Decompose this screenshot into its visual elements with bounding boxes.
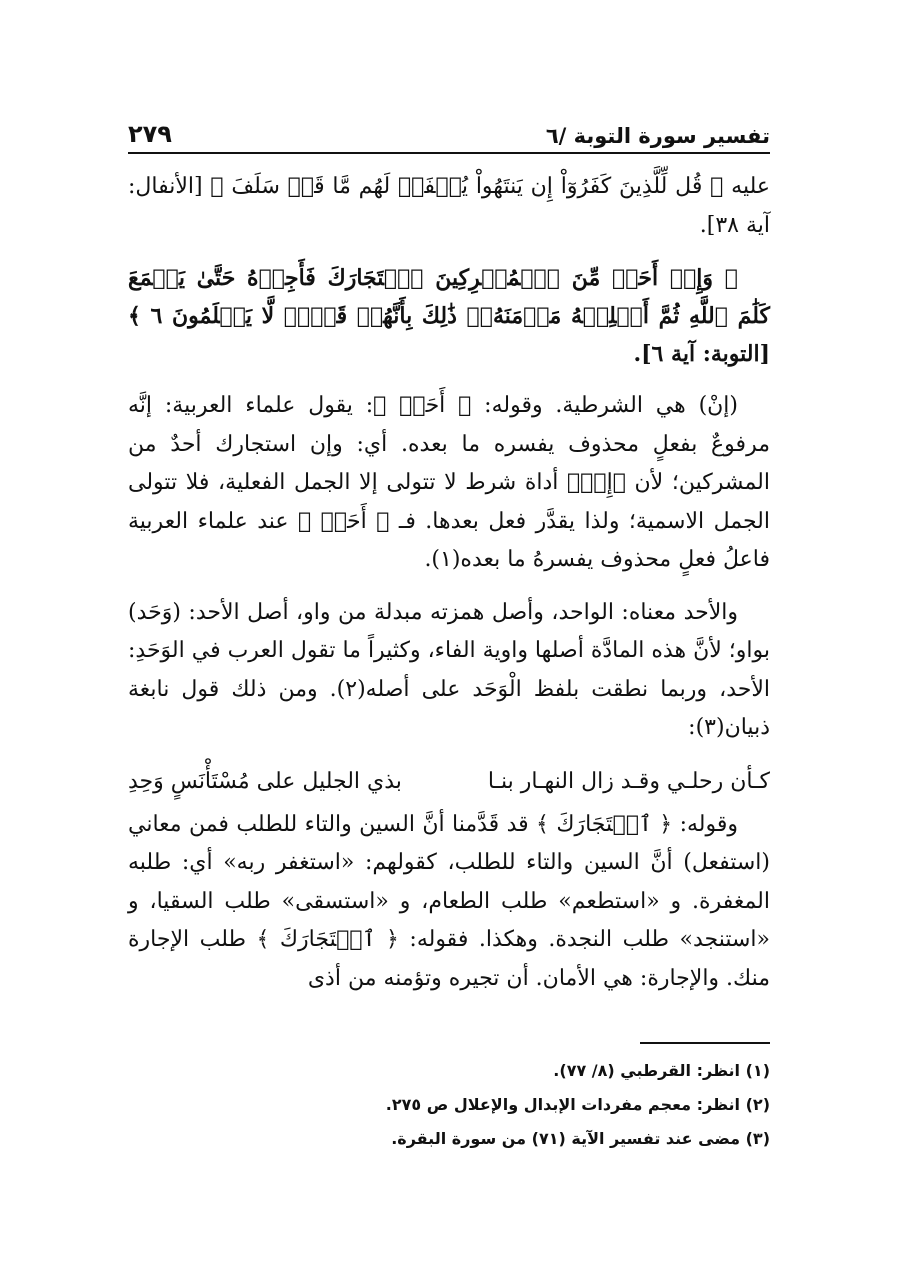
footnote-2: (٢) انظر: معجم مفردات الإبدال والإعلال ص ٢٧٥. <box>385 1095 770 1114</box>
poetry-second-hemistich: بذي الجليل على مُسْتَأْنَسٍ وَحِدِ <box>128 768 402 794</box>
page-number: ٢٧٩ <box>128 120 172 148</box>
footnotes <box>128 1042 770 1156</box>
poetry-verse <box>128 762 770 802</box>
paragraph-4: وقوله: ﴿ ٱسۡتَجَارَكَ ﴾ قد قَدَّمنا أنَّ السين والتاء للطلب فمن معاني (استفعل) أنَّ السين والتاء للطلب، كقولهم: «استغفر ربه» أي: طلبه المغفرة. و «استطعم» طلب الطعام، و «استسقى» طلب السقيا، و «استنجد» طلب النجدة. وهكذا. فقوله: ﴿ ٱسۡتَجَارَكَ ﴾ طلب الإجارة منك. والإجارة: هي الأمان. أن تجيره وتؤمنه من أذى <box>128 811 770 991</box>
poetry-first-hemistich: كـأن رحلـي وقـد زال النهـار بنـا <box>487 768 770 794</box>
footnote-divider <box>640 1042 770 1044</box>
running-title: تفسير سورة التوبة /٦ <box>545 124 770 148</box>
paragraph-3: والأحد معناه: الواحد، وأصل همزته مبدلة من واو، أصل الأحد: (وَحَد) بواو؛ لأنَّ هذه المادَّة أصلها واوية الفاء، وكثيراً ما تقول العرب في الوَحَدِ: الأحد، وربما نطقت بلفظ الْوَحَد على أصله(٢). ومن ذلك قول نابغة ذبيان(٣): <box>128 599 770 740</box>
page-header <box>128 108 770 154</box>
quran-verse: ﴿ وَإِنۡ أَحَدٞ مِّنَ ٱلۡمُشۡرِكِينَ ٱسۡتَجَارَكَ فَأَجِرۡهُ حَتَّىٰ يَسۡمَعَ كَلَٰمَ ٱللَّهِ ثُمَّ أَبۡلِغۡهُ مَأۡمَنَهُۥۚ ذَٰلِكَ بِأَنَّهُمۡ قَوۡمٞ لَّا يَعۡلَمُونَ ٦ ﴾ [التوبة: آية ٦]. <box>128 265 770 367</box>
paragraph-1: عليه ﴿ قُل لِّلَّذِينَ كَفَرُوٓاْ إِن يَنتَهُواْ يُغۡفَرۡ لَهُم مَّا قَدۡ سَلَفَ ﴾ [الأنفال: آية ٣٨]. <box>128 174 770 238</box>
paragraph-2: (إنْ) هي الشرطية. وقوله: ﴿ أَحَدٞ ﴾: يقول علماء العربية: إنَّه مرفوعٌ بفعلٍ محذوف يفسره ما بعده. أي: وإن استجارك أحدٌ من المشركين؛ لأن ﴿إِنۡ﴾ أداة شرط لا تتولى إلا الجمل الفعلية، فلا تتولى الجمل الاسمية؛ ولذا يقدَّر فعل بعدها. فـ ﴿ أَحَدٞ ﴾ عند علماء العربية فاعلُ فعلٍ محذوف يفسرهُ ما بعده(١). <box>128 393 770 572</box>
footnote-3: (٣) مضى عند تفسير الآية (٧١) من سورة البقرة. <box>391 1129 770 1148</box>
footnote-1: (١) انظر: القرطبي (٨/ ٧٧). <box>553 1061 770 1080</box>
page-body <box>128 108 770 1012</box>
